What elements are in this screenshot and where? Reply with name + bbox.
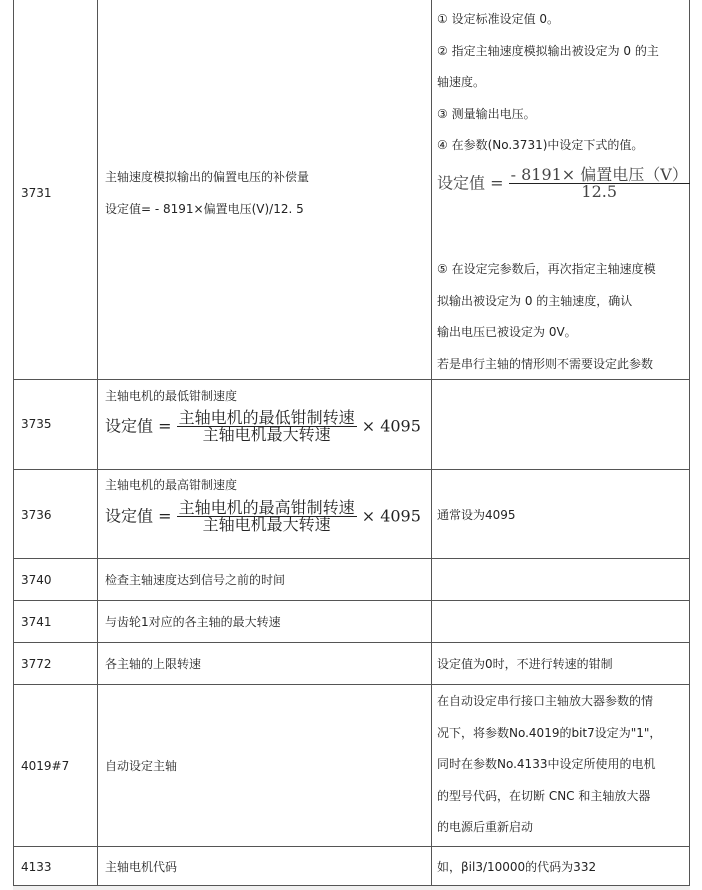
param-description: 与齿轮1对应的各主轴的最大转速 (105, 615, 281, 629)
row-divider (13, 558, 690, 559)
table-border-right (689, 0, 690, 886)
param-notes (437, 4, 685, 162)
note-line: 在自动设定串行接口主轴放大器参数的情 (437, 694, 654, 708)
note-line: ① 设定标准设定值 0。 (437, 12, 560, 26)
note-line: ⑤ 在设定完参数后，再次指定主轴速度模 (437, 262, 656, 276)
param-description: 主轴电机的最高钳制速度 (105, 478, 238, 492)
row-divider (13, 600, 690, 601)
formula-denominator: 12.5 (581, 182, 618, 201)
note-line: 拟输出被设定为 0 的主轴速度，确认 (437, 293, 633, 308)
row-divider (13, 684, 690, 685)
param-number: 3735 (21, 417, 52, 431)
formula-denominator: 主轴电机最大转速 (202, 425, 331, 444)
row-divider (13, 469, 690, 470)
formula-numerator: 主轴电机的最高钳制转速 (178, 498, 355, 517)
row-divider (13, 642, 690, 643)
note-line: ③ 测量输出电压。 (437, 106, 536, 121)
param-number: 3772 (21, 657, 52, 671)
param-note: 通常设为4095 (437, 508, 516, 522)
param-number: 3740 (21, 573, 52, 587)
param-description: 各主轴的上限转速 (105, 657, 202, 671)
offset-formula (437, 165, 688, 201)
note-line: ④ 在参数(No.3731)中设定下式的值。 (437, 138, 644, 152)
column-divider-1 (97, 0, 98, 886)
param-number: 3736 (21, 508, 52, 522)
column-divider-2 (431, 0, 432, 886)
note-line: 轴速度。 (437, 75, 486, 89)
parameter-table (13, 0, 690, 890)
table-border-left (13, 0, 14, 886)
max-clamp-formula (105, 498, 425, 534)
param-number: 3731 (21, 186, 52, 200)
param-description: 主轴电机代码 (105, 860, 178, 874)
param-number: 4019#7 (21, 759, 70, 773)
param-description: 检查主轴速度达到信号之前的时间 (105, 573, 286, 587)
min-clamp-formula (105, 408, 425, 444)
formula-denominator: 主轴电机最大转速 (202, 515, 331, 534)
param-description: 主轴电机的最低钳制速度 (105, 389, 238, 403)
param-notes-continued (437, 254, 685, 380)
formula-lhs: 设定值 = (105, 506, 172, 526)
formula-lhs: 设定值 = (105, 416, 172, 436)
formula-multiplier: × 4095 (361, 416, 421, 436)
formula-numerator: 主轴电机的最低钳制转速 (178, 408, 355, 427)
formula-numerator: - 8191× 偏置电压（V） (510, 165, 688, 184)
table-bottom-edge (13, 886, 690, 890)
note-line: 的电源后重新启动 (437, 820, 534, 834)
note-line: 况下，将参数No.4019的bit7设定为"1"， (437, 725, 662, 740)
param-note: 如，βil3/10000的代码为332 (437, 860, 597, 874)
note-line: 的型号代码，在切断 CNC 和主轴放大器 (437, 788, 651, 803)
formula-lhs: 设定值 = (437, 173, 504, 193)
note-line: 输出电压已被设定为 0V。 (437, 325, 577, 339)
param-description: 主轴速度模拟输出的偏置电压的补偿量 (105, 170, 310, 184)
note-line: 若是串行主轴的情形则不需要设定此参数 (437, 356, 654, 371)
param-description: 自动设定主轴 (105, 759, 178, 773)
row-divider (13, 846, 690, 847)
param-number: 3741 (21, 615, 52, 629)
param-notes (437, 686, 685, 844)
formula-multiplier: × 4095 (361, 506, 421, 526)
note-line: ② 指定主轴速度模拟输出被设定为 0 的主 (437, 43, 659, 58)
param-note: 设定值为0时，不进行转速的钳制 (437, 657, 613, 671)
note-line: 同时在参数No.4133中设定所使用的电机 (437, 757, 656, 771)
param-formula-text: 设定值= - 8191×偏置电压(V)/12. 5 (105, 202, 304, 216)
param-number: 4133 (21, 860, 52, 874)
